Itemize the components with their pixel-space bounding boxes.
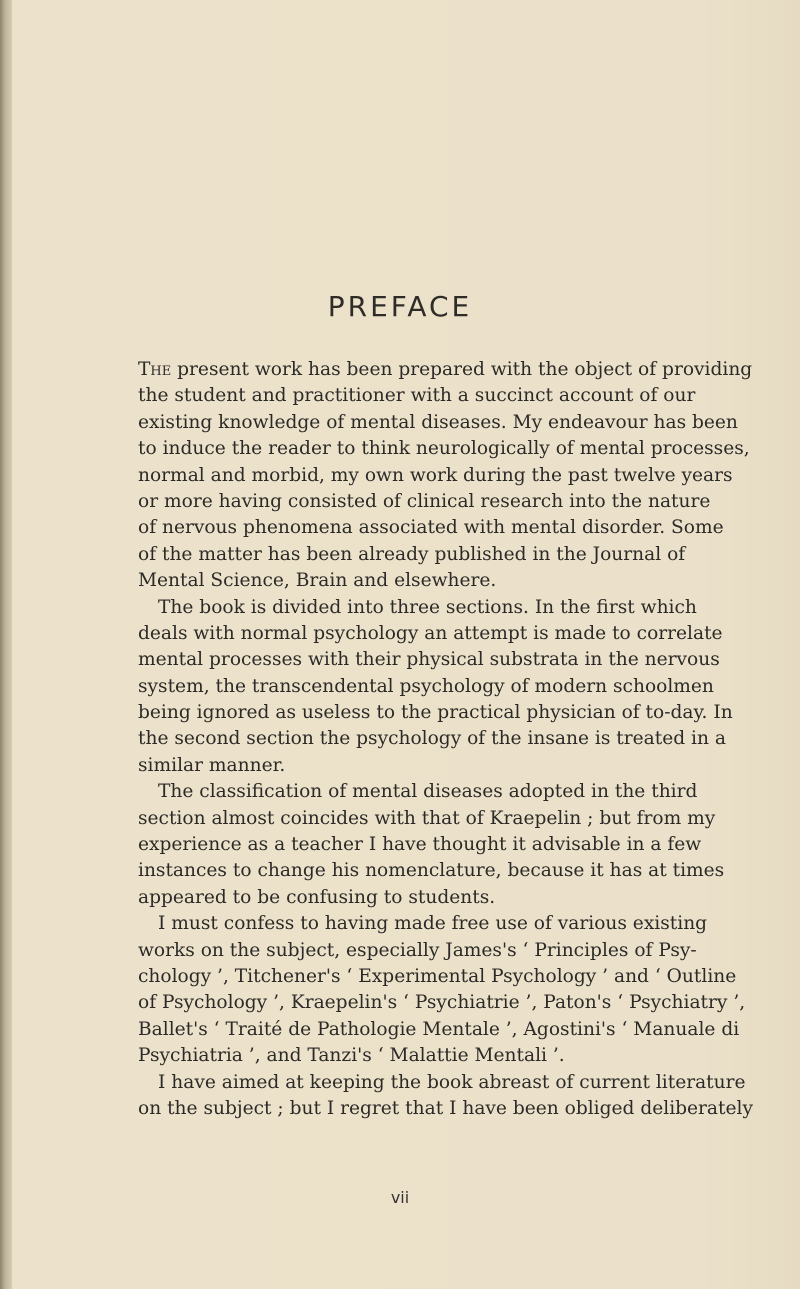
text-line: The classification of mental diseases adopted in the third <box>158 781 698 803</box>
text-line: on the subject ; but I regret that I have been obliged deliberately <box>138 1097 753 1119</box>
text-line: of the matter has been already published in the Journal of <box>138 543 686 565</box>
line-text: present work has been prepared with the object of providing <box>171 359 753 380</box>
text-line: appeared to be confusing to students. <box>138 886 496 908</box>
text-line: the second section the psychology of the insane is treated in a <box>138 728 726 750</box>
text-line: or more having consisted of clinical research into the nature <box>138 490 711 512</box>
text-line: instances to change his nomenclature, because it has at times <box>138 860 725 882</box>
text-line: The book is divided into three sections. In the first which <box>158 596 697 618</box>
text-line: works on the subject, especially James's ‘ Principles of Psy- <box>138 939 697 961</box>
text-line: similar manner. <box>138 754 286 776</box>
page-number: vii <box>390 1188 410 1207</box>
book-spine-shadow <box>0 0 12 1289</box>
text-line: of Psychology ’, Kraepelin's ‘ Psychiatrie ’, Paton's ‘ Psychiatry ’, <box>138 992 746 1014</box>
text-line: section almost coincides with that of Kraepelin ; but from my <box>138 807 716 829</box>
text-line: Psychiatria ’, and Tanzi's ‘ Malattie Mentali ’. <box>138 1045 565 1067</box>
opening-word: The <box>138 359 172 380</box>
text-line: mental processes with their physical substrata in the nervous <box>138 649 720 671</box>
text-line: being ignored as useless to the practical physician of to-day. In <box>138 702 733 724</box>
text-line: experience as a teacher I have thought it advisable in a few <box>138 834 702 856</box>
text-line: I must confess to having made free use of various existing <box>158 913 708 935</box>
text-line: of nervous phenomena associated with mental disorder. Some <box>138 517 724 539</box>
text-line: system, the transcendental psychology of modern schoolmen <box>138 675 714 697</box>
preface-body <box>138 357 753 1122</box>
page-title: PREFACE <box>327 290 473 323</box>
text-line: to induce the reader to think neurologically of mental processes, <box>138 438 750 460</box>
text-line: Mental Science, Brain and elsewhere. <box>138 570 497 592</box>
text-line <box>138 357 753 383</box>
text-line: normal and morbid, my own work during the past twelve years <box>138 464 733 486</box>
text-line: deals with normal psychology an attempt is made to correlate <box>138 622 723 644</box>
text-line: I have aimed at keeping the book abreast of current literature <box>158 1071 746 1093</box>
text-line: chology ’, Titchener's ‘ Experimental Psychology ’ and ‘ Outline <box>138 965 737 987</box>
text-line: existing knowledge of mental diseases. My endeavour has been <box>138 411 738 433</box>
text-line: Ballet's ‘ Traité de Pathologie Mentale ’, Agostini's ‘ Manuale di <box>138 1018 740 1040</box>
text-line: the student and practitioner with a succinct account of our <box>138 385 696 407</box>
